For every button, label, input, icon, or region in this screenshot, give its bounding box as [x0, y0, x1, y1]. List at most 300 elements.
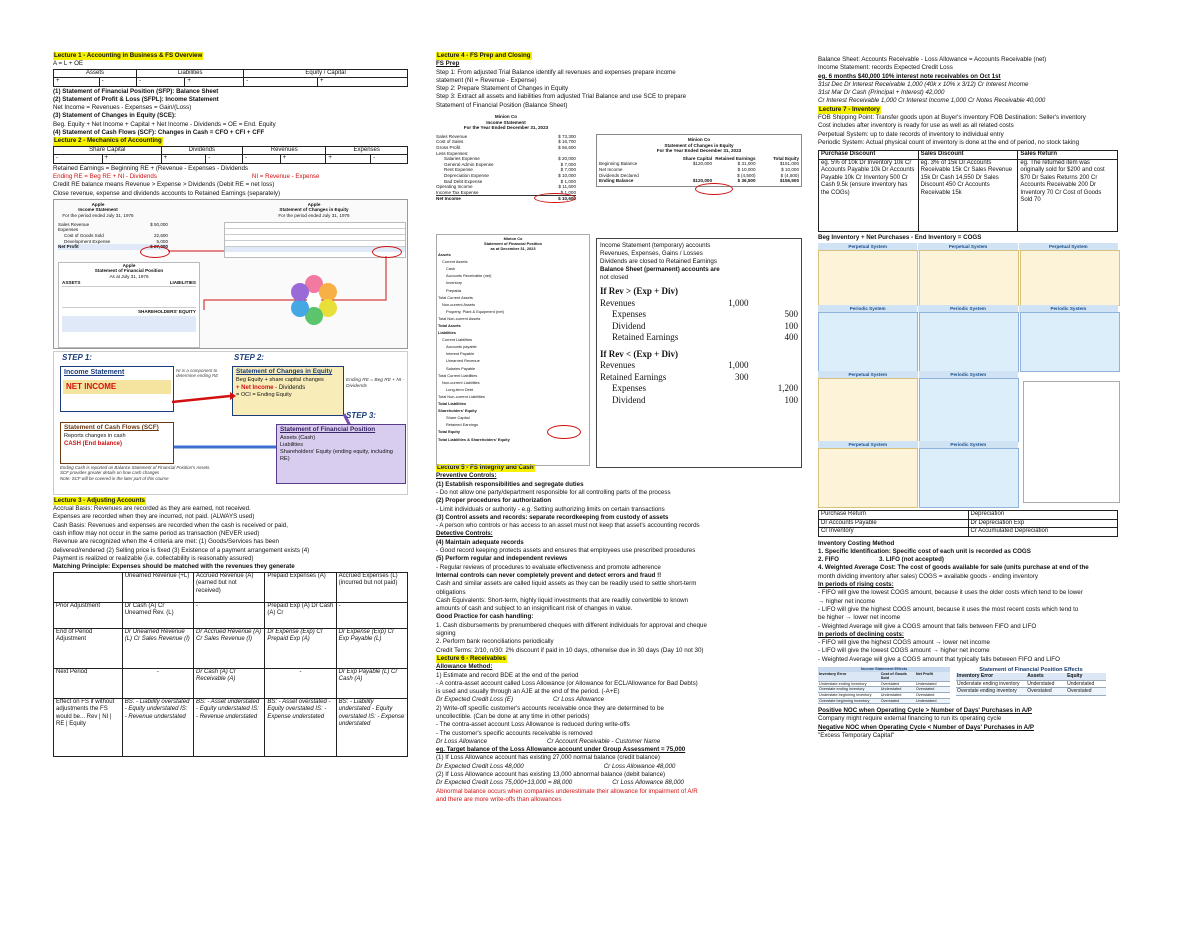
closing-case1-entries [600, 298, 798, 344]
costing-1: 1. Specific Identification: Specific cost of each unit is recorded as COGS [818, 547, 1031, 555]
apple-val: 22,600 [153, 233, 168, 239]
perpetual-title: Perpetual System [1019, 243, 1118, 251]
perpetual-cell [818, 250, 918, 306]
rising-costs: In periods of rising costs: [818, 581, 894, 589]
closing-debit: 1,000 [728, 360, 749, 371]
allow-13: (2) If Loss Allowance account has existing 13,000 abnormal balance (debit balance) [436, 771, 666, 779]
mis-value: $ 16,700 [558, 139, 576, 145]
error-cell: Overstated [915, 687, 935, 692]
adj-cell: Dr Expense (Exp) Cr Prepaid Exp (A) [265, 628, 336, 668]
apple-label: Apple [91, 201, 105, 207]
mechanics-table: Share Capital Dividends Revenues Expenses - + + - - + + - [53, 146, 408, 164]
apple-sfp-title: Statement of Financial Position [94, 268, 164, 274]
steps-figure [53, 351, 408, 495]
revenue-criteria-line3: Payment is realized or realizable (i.e. collectability is reasonably assured) [53, 554, 254, 562]
adjustments-table [53, 572, 408, 757]
msfp-title: Statement of Financial Position [484, 241, 542, 247]
mis-label: Sales Revenue [436, 133, 468, 139]
error-cell: Understated [915, 698, 937, 703]
msfp-line: Prepaids [446, 287, 462, 293]
liabilities-header: Liabilities [137, 69, 244, 78]
mis-value: $ 7,000 [560, 161, 576, 167]
credit-re-line: Credit RE balance means Revenue > Expense > Dividends (Debit RE = net loss) [53, 181, 275, 189]
discounts-table [818, 150, 1118, 232]
msce-cell: Beginning Balance [599, 161, 638, 167]
sfp-effects-table [956, 673, 1106, 695]
adj-cell: - [194, 602, 265, 628]
mis-label: Income Tax Expense [436, 189, 479, 195]
error-cell: Overstated [880, 698, 900, 703]
periodic-title: Periodic System [1019, 305, 1118, 313]
fob-line: FOB Shipping Point: Transfer goods upon at Buyer's inventory FOB Destination: Seller's inventory [818, 114, 1086, 122]
inventory-error-figure [818, 667, 1118, 704]
perpetual-title: Perpetual System [818, 243, 917, 251]
allow-9b: Cr Account Receivable - Customer Name [547, 737, 661, 745]
sales-return-header: Sales Return [1018, 151, 1118, 160]
periodic-title: Periodic System [818, 305, 917, 313]
sales-discount-cell: eg. 3% of 15k Dr Accounts Receivable 15k Cr Sales Revenue 15k Dr Cash 14,550 Dr Sales Discount 450 Cr Accounts Receivable 15k [918, 159, 1018, 231]
ending-re-note: Ending RE = Beg RE + NI - Dividends [346, 377, 405, 389]
adj-cell: - [265, 668, 336, 698]
error-cell: Overstated [915, 692, 935, 697]
adj-cell: BS: - Liability overstated - Equity understated IS: - Revenue understated [122, 698, 193, 756]
adj-cell: BS: - Asset understated - Equity understated IS: - Revenue understated [194, 698, 265, 756]
msfp-line: Total Non-current Liabilities [438, 393, 485, 399]
adj-cell: Dr Cash (A) Cr Receivable (A) [194, 668, 265, 698]
adj-head [54, 572, 123, 602]
msfp-line: Current Assets [442, 259, 468, 265]
det-9: amounts of cash and subject to an insignificant risk of changes in value. [436, 605, 633, 613]
inventory-systems-figure [818, 243, 1118, 508]
msce-ni-highlight [695, 183, 733, 195]
tmp-line3: Dividends are closed to Retained Earnings [600, 258, 717, 266]
apple-label: Apple [307, 201, 321, 207]
costing-2: 2. FIFO [818, 556, 839, 564]
ending-re-line: Ending RE = Beg RE + NI - Dividends [53, 172, 157, 180]
minion-sfp [436, 234, 590, 466]
msfp-line: Share Capital [446, 415, 470, 421]
closing-credit [749, 360, 799, 372]
msce-cell: Share Capital [682, 155, 713, 161]
allow-14a: Dr Expected Credit Loss 75,000+13,000 = 88,000 [436, 779, 573, 787]
lecture2-heading: Lecture 2 - Mechanics of Accounting [54, 137, 162, 145]
periodic-cell [1020, 312, 1120, 372]
adj-head: Accrued Expenses (L) (incurred but not paid) [336, 572, 407, 602]
msce-cell: Dividends Declared [599, 172, 639, 178]
msfp-line: Unearned Revenue [446, 358, 480, 364]
detective-controls: Detective Controls: [436, 530, 493, 538]
equity-line: Beg. Equity + Net Income + Capital + Net Income - Dividends = OE = End. Equity [53, 120, 276, 128]
error-row [956, 673, 1106, 680]
periodic-title: Periodic System [919, 371, 1019, 379]
sce-line1: Beg Equity + share capital changes [236, 376, 324, 383]
det-10: Good Practice for cash handling: [436, 613, 534, 621]
return-cell: Cr Inventory [819, 528, 969, 537]
closing-account: Retained Earnings [600, 371, 667, 382]
revenue-criteria-line1: Revenue are recognized when the 4 criteria are met: (1) Goods/Services has been [53, 538, 279, 546]
closing-credit [749, 372, 799, 384]
apple-val: $ 50,000 [150, 221, 168, 227]
expenses-header: Expenses [326, 146, 408, 155]
det-5: Internal controls can never completely prevent and detect errors and fraud !! [436, 571, 662, 579]
lecture6-heading: Lecture 6 - Receivables [437, 654, 506, 662]
msce-cell: $ 10,000 [781, 167, 800, 173]
error-cell: Cost of Goods Sold [880, 671, 907, 681]
det-12: signing [436, 630, 456, 638]
det-6: Cash and similar assets are called liquid assets as they can be readily used to settle short-term [436, 580, 697, 588]
step1-label: STEP 1: [62, 352, 92, 362]
error-cell: Understate beginning inventory [819, 692, 872, 697]
det-14: Credit Terms: 2/10, n/30: 2% discount if paid in 10 days, otherwise due in 30 days (Day 10 not 30) [436, 646, 704, 654]
adj-cell: BS: - Liability understated - Equity overstated IS: - Expense understated [336, 698, 407, 756]
closing-credit: 100 [784, 320, 798, 331]
closing-account: Expenses [612, 309, 646, 320]
sce-line3: = OCI = Ending Equity [236, 391, 292, 398]
det-13: 2. Perform bank reconciliations periodically [436, 638, 554, 646]
bs-line: Balance Sheet: Accounts Receivable - Loss Allowance = Accounts Receivable (net) [818, 56, 1047, 63]
msfp-line: Salaries Payable [446, 365, 476, 371]
mis-value: $ 7,000 [560, 167, 576, 173]
positive-noc: Positive NOC when Operating Cycle > Number of Days' Purchases in A/P [818, 707, 1032, 715]
rising-1: - FIFO will give the lowest COGS amount, because it uses the older costs which tend to be lower [818, 589, 1083, 597]
msfp-line: Total Assets [438, 323, 461, 329]
step3-label: STEP 3: [346, 410, 376, 420]
sales-return-cell: eg. The returned item was originally sold for $200 and cost $70 Dr Sales Returns 200 Cr Accounts Receivable 200 Dr Inventory 70 Cr Cost of Goods Sold 70 [1018, 159, 1118, 231]
periodic-title: Periodic System [918, 305, 1017, 313]
note-example: eg. 6 months $40,000 10% interest note receivables on Oct 1st [818, 72, 1001, 80]
adj-head: Prepaid Expenses (A) [265, 572, 336, 602]
error-cell: Inventory Error [819, 671, 847, 676]
msce-cell: Ending Balance [599, 178, 634, 184]
prev-4: - Limit individuals or authority - e.g. Setting authorizing limits on certain transactions [436, 505, 665, 513]
apple-val: $ 27,000 [150, 244, 168, 250]
lecture1-heading: Lecture 1 - Accounting in Business & FS Overview [54, 52, 203, 59]
purchase-discount-header: Purchase Discount [819, 151, 919, 160]
error-cell: Understated [1067, 680, 1095, 687]
msfp-sub: as at December 31, 2023 [490, 246, 536, 252]
periodic-cell [919, 448, 1019, 508]
error-cell: Overstate ending inventory [819, 687, 865, 692]
income-statement-title: Income Statement [64, 368, 125, 376]
step2-label: STEP 2: [234, 352, 264, 362]
statement-sce: (3) Statement of Changes in Equity (SCE): [53, 112, 177, 120]
closing-entry [600, 360, 798, 372]
mis-value: $ 20,000 [558, 156, 576, 162]
steps-note3: Note: SCF will be covered in the later part of this course [60, 476, 169, 482]
lecture7-heading: Lecture 7 - Inventory [819, 105, 880, 113]
msce-cell: $120,000 [692, 161, 713, 167]
close-line: Close revenue, expense and dividends accounts to Retained Earnings (separately) [53, 189, 281, 197]
allow-16: and there are more write-offs than allowances [436, 795, 562, 803]
mis-label: Bad Debt Expense [444, 178, 483, 184]
depreciation-cell: Dr Depreciation Exp [968, 519, 1118, 528]
costing-method-title: Inventory Costing Method [818, 539, 895, 547]
closing-credit: 100 [784, 394, 798, 405]
is-effects-title: Income Statement Effects [818, 667, 950, 672]
det-8: Cash Equivalents: Short-term, highly liquid investments that are readily convertible to known [436, 596, 689, 604]
mis-label: Salaries Expense [444, 156, 480, 162]
allow-2: - A contra-asset account called Loss Allowance (or Allowance for ECL/Allowance for Bad Debts) [436, 679, 698, 687]
accounting-equation: A = L + OE [53, 60, 84, 68]
cash-basis-line2: cash inflow may not occur in the same period as transaction (NEVER used) [53, 530, 260, 538]
mis-value: $ 11,600 [558, 184, 576, 190]
mis-value: $ 73,300 [558, 133, 576, 139]
sce-title: Statement of Changes in Equity [236, 367, 333, 375]
msce-sub: For the Year Ended December 31, 2023 [656, 148, 742, 154]
revenues-header: Revenues [243, 146, 326, 155]
declining-costs: In periods of declining costs: [818, 630, 904, 638]
allow-12a: Dr Expected Credit Loss 48,000 [436, 762, 524, 770]
periodic-cell [919, 312, 1019, 372]
column-middle [436, 52, 800, 804]
periodic-cell [919, 378, 1019, 442]
msce-cell: $ 36,500 [737, 178, 756, 184]
accrual-line2: Expenses are recorded when they are incurred, not paid. (ALWAYS used) [53, 513, 255, 521]
adj-cell: - [336, 602, 407, 628]
closing-entry [600, 395, 798, 407]
apple-val: 5,000 [156, 238, 168, 244]
mis-label: Rent Expense [444, 167, 473, 173]
closing-case1-title: If Rev > (Exp + Div) [600, 286, 679, 297]
flower-logo-icon [284, 270, 344, 330]
allow-4b: Cr Loss Allowance [553, 696, 605, 704]
periodic-cell [818, 312, 918, 372]
periodic-title: Periodic System [919, 441, 1019, 449]
cash-basis-line1: Cash Basis: Revenues and expenses are recorded when the cash is received or paid, [53, 521, 288, 529]
apple-is-title: Income Statement [78, 207, 118, 213]
det-2: - Good record keeping protects assets and ensures that employees use prescribed procedures [436, 547, 696, 555]
msfp-line: Total Non-current Assets [438, 315, 481, 321]
msfp-line: Total Equity [438, 429, 460, 435]
msfp-lines [438, 251, 588, 443]
mis-co: Minion Co [494, 114, 518, 120]
net-income-label: NET INCOME [63, 380, 171, 394]
msfp-line: Shareholders' Equity [438, 408, 477, 414]
msce-cell: $151,000 [779, 161, 800, 167]
msfp-line: Accounts Receivable (net) [446, 273, 492, 279]
rising-3: - LIFO will give the highest COGS amount, because it uses the most recent costs which tend to [818, 605, 1079, 613]
is-effects-table [818, 672, 950, 705]
msce-row [599, 178, 799, 184]
equity-header: Equity / Capital [244, 69, 408, 78]
rising-5: - Weighted Average will give a COGS amount that falls between FIFO and LIFO [818, 622, 1037, 630]
msfp-co: Minion Co [503, 236, 523, 242]
step3-line: Step 3: Extract all assets and liabilities from adjusted Trial Balance and use SCE to prepare [436, 93, 687, 101]
negative-noc-note: "Excess Temporary Capital" [818, 732, 895, 740]
msfp-line: Liabilities [438, 330, 456, 336]
note-mar-credits: Cr Interest Receivable 1,000 Cr Interest Income 1,000 Cr Notes Receivable 40,000 [818, 97, 1046, 105]
ni-line: NI = Revenue - Expense [251, 172, 320, 180]
closing-case2-title: If Rev < (Exp + Div) [600, 348, 679, 359]
tmp-line1: Income Statement (temporary) accounts [600, 242, 711, 250]
mis-sub: For the Year Ended December 31, 2023 [463, 125, 549, 131]
error-cell: Assets [1027, 673, 1044, 680]
apple-sce-sub: For the period ended July 31, 1976 [278, 213, 350, 219]
adj-head: Unearned Revenue (+L) [122, 572, 193, 602]
msce-cell: $ 31,000 [737, 161, 756, 167]
closing-case2-entries [600, 360, 798, 406]
note-dec: 31st Dec Dr Interest Receivable 1,000 (40k x 10% x 3/12) Cr Interest Income [818, 80, 1029, 88]
lecture3-heading: Lecture 3 - Adjusting Accounts [54, 496, 145, 504]
error-row [818, 699, 950, 705]
msce-cell: $ (4,500) [737, 172, 756, 178]
closing-credit: 1,200 [777, 383, 798, 394]
msfp-line: Total Current Assets [438, 294, 473, 300]
apple-label: Apple [122, 262, 136, 268]
closing-credit: 400 [784, 332, 798, 343]
steps-note1: Ending Cash is reported on Balance Statement of Financial Position's Assets. [60, 464, 211, 470]
error-cell: Overstated [1027, 688, 1052, 695]
sfp-title: Statement of Financial Position [280, 425, 376, 433]
dividends-header: Dividends [161, 146, 243, 155]
error-cell: Understate ending inventory [957, 680, 1020, 687]
error-cell: Inventory Error [957, 673, 994, 680]
error-cell: Overstate ending inventory [957, 688, 1017, 695]
closing-debit: 300 [735, 371, 749, 382]
adj-row-label: Effect on FS if without adjustments the FS would be... Rev | NI | RE | Equity [54, 698, 123, 756]
msfp-line: Total Liabilities & Shareholders' Equity [438, 436, 510, 442]
sfp-line2: Liabilities [280, 441, 304, 448]
step3-line2: Statement of Financial Position (Balance Sheet) [436, 101, 568, 109]
adj-cell: Dr Expense (Exp) Cr Exp Payable (L) [336, 628, 407, 668]
declining-3: - Weighted Average will give a COGS amount that typically falls between FIFO and LIFO [818, 655, 1060, 663]
error-cell: Understated [880, 692, 902, 697]
closing-account: Revenues [600, 297, 635, 308]
msfp-line: Long-term Debt [446, 386, 474, 392]
allow-8: - The customer's specific accounts receivable is removed [436, 729, 593, 737]
step2-line: Step 2: Prepare Statement of Changes in Equity [436, 85, 569, 93]
mis-label: Gross Profit [436, 145, 461, 151]
column-left [53, 52, 408, 757]
sfp-box [276, 424, 406, 484]
error-cell: Understate ending inventory [819, 681, 867, 686]
msce-rows [599, 156, 799, 184]
msfp-line: Property, Plant & Equipment (net) [446, 308, 504, 314]
msfp-line: Current Liabilities [442, 337, 473, 343]
msfp-line: Total Current Liabilities [438, 372, 478, 378]
msfp-line: Non-current Assets [442, 301, 476, 307]
adj-cell: Dr Exp Payable (L) Cr Cash (A) [336, 668, 407, 698]
closing-credit [749, 298, 799, 310]
msce-cell: Net Income [599, 167, 623, 173]
purchase-discount-cell: eg. 5% of 10k Dr Inventory 10k Cr Accounts Payable 10k Dr Accounts Payable 10k Cr Inventory 500 Cr Cash 9.5k (ensure inventory has the COGs) [819, 159, 919, 231]
det-4: - Regular reviews of procedures to evaluate effectiveness and promote adherence [436, 563, 661, 571]
msfp-line: Non-current Liabilities [442, 379, 480, 385]
apple-row: Cost of Goods Sold [64, 233, 104, 239]
mis-label: Net Income [436, 196, 461, 202]
tmp-line4: Balance Sheet (permanent) accounts are [600, 266, 720, 274]
mis-value: $ 56,600 [558, 145, 576, 151]
allow-15: Abnormal balance occurs when companies underestimate their allowance for impairment of A/R [436, 787, 698, 795]
allow-3: is used and usually through an AJE at the end of the period. (-A+E) [436, 688, 620, 696]
apple-is-sub: For the period ended July 31, 1976 [62, 213, 134, 219]
preventive-controls: Preventive Controls: [436, 472, 497, 480]
scf-line1: Reports changes in cash [64, 432, 126, 439]
apple-row: Sales Revenue [58, 221, 90, 227]
msfp-line: Cash [446, 266, 456, 272]
det-3: (5) Perform regular and independent reviews [436, 555, 568, 563]
statement-scf: (4) Statement of Cash Flows (SCF): Changes in Cash = CFO + CFI + CFF [53, 129, 265, 137]
msfp-line: Total Liabilities [438, 401, 467, 407]
depreciation-cell: Cr Accumulated Depreciation [968, 528, 1118, 537]
return-depreciation-table [818, 510, 1118, 537]
accounts-table: Assets Liabilities Equity / Capital + - - + - + [53, 69, 408, 87]
mis-label: Less Expenses: [436, 150, 469, 156]
msfp-line: Assets [438, 252, 451, 258]
error-cell: Overstated [880, 681, 900, 686]
notes-panel [1023, 381, 1120, 503]
mis-title: Income Statement [486, 119, 526, 125]
closing-debit [705, 395, 752, 407]
prev-6: - A person who controls or has access to an asset must not keep that asset's accounting records [436, 522, 700, 530]
costing-3: 3. LIFO (not accepted) [878, 556, 944, 564]
error-cell: Equity [1067, 673, 1083, 680]
apple-row: Net Profit [58, 244, 79, 250]
perpetual-title: Perpetual System [818, 441, 918, 449]
tmp-line2: Revenues, Expenses, Gains / Losses [600, 250, 703, 258]
is-line: Income Statement: records Expected Credit Loss [818, 64, 953, 72]
prev-2: - Do not allow one party/department responsible for all controlling parts of the process [436, 488, 671, 496]
msce-cell: $ (4,500) [780, 172, 800, 178]
closing-entry [600, 372, 798, 384]
mis-value: $ 10,600 [558, 196, 576, 202]
closing-account: Revenues [600, 360, 635, 371]
costing-5: month dividing inventory after sales) COGS = available goods - ending inventory [818, 572, 1038, 580]
steps-note2: SCF provides greater details on how cash changes [60, 470, 160, 476]
re-line: Retained Earnings = Beginning RE + (Revenue - Expenses - Dividends [53, 164, 249, 172]
error-cell: Overstate beginning inventory [819, 698, 870, 703]
msfp-line: Accounts payable [446, 344, 477, 350]
mis-label: Operating Income [436, 184, 473, 190]
minion-bottom-figures [436, 234, 796, 464]
msce-cell: Retained Earnings [715, 155, 756, 161]
assets-header: Assets [54, 69, 137, 78]
ni-note: NI is a component to determine ending RE [176, 367, 219, 379]
cost-line: Cost includes after inventory is ready for use as well as all related costs [818, 122, 1014, 130]
adj-cell: BS: - Asset overstated - Equity overstated IS: - Expense understated [265, 698, 336, 756]
declining-2: - LIFO will give the lowest COGS amount → higher net income [818, 647, 990, 655]
det-1: (4) Maintain adequate records [436, 538, 524, 546]
msce-cell: $120,000 [692, 178, 713, 184]
apple-row: Development Expense [64, 238, 111, 244]
minion-sce [596, 134, 802, 187]
accrual-line1: Accrual Basis: Revenues are recorded as they are earned, not received. [53, 505, 251, 513]
prev-5: (3) Control assets and records: separate recordkeeping from custody of assets [436, 513, 669, 521]
costing-4: 4. Weighted Average Cost: The cost of goods available for sale (units purchase at end of the [818, 564, 1089, 572]
allow-11: (1) If Loss Allowance account has existing 27,000 normal balance (credit balance) [436, 754, 660, 762]
msfp-line: Retained Earnings [446, 422, 479, 428]
closing-debit [705, 383, 752, 395]
minion-income-statement [436, 114, 576, 202]
periodic-line: Periodic System: Actual physical count of inventory is done at the end of period, no stock taking [818, 138, 1080, 146]
allow-12b: Cr Loss Allowance 48,000 [603, 762, 676, 770]
share-capital-header: Share Capital [54, 146, 162, 155]
apple-liab: LIABILITIES [169, 279, 196, 285]
adj-cell: - [122, 668, 193, 698]
sfp-line3: Shareholders' Equity (ending equity, including RE) [280, 448, 393, 462]
error-row [818, 672, 950, 682]
scf-box [60, 422, 174, 464]
allow-6: uncollectible. (Can be done at any time in other periods) [436, 712, 590, 720]
allow-10: eg. Target balance of the Loss Allowance account under Group Assessment = 75,000 [436, 746, 686, 754]
declining-1: - FIFO will give the highest COGS amount → lower net income [818, 639, 990, 647]
note-mar: 31st Mar Dr Cash (Principal + Interest) 42,000 [818, 89, 945, 97]
tmp-line5: not closed [600, 274, 629, 282]
msce-cell: Total Equity [773, 155, 800, 161]
apple-row: Expenses [58, 227, 79, 233]
error-cell: Overstated [1067, 688, 1092, 695]
closing-entry [600, 321, 798, 333]
